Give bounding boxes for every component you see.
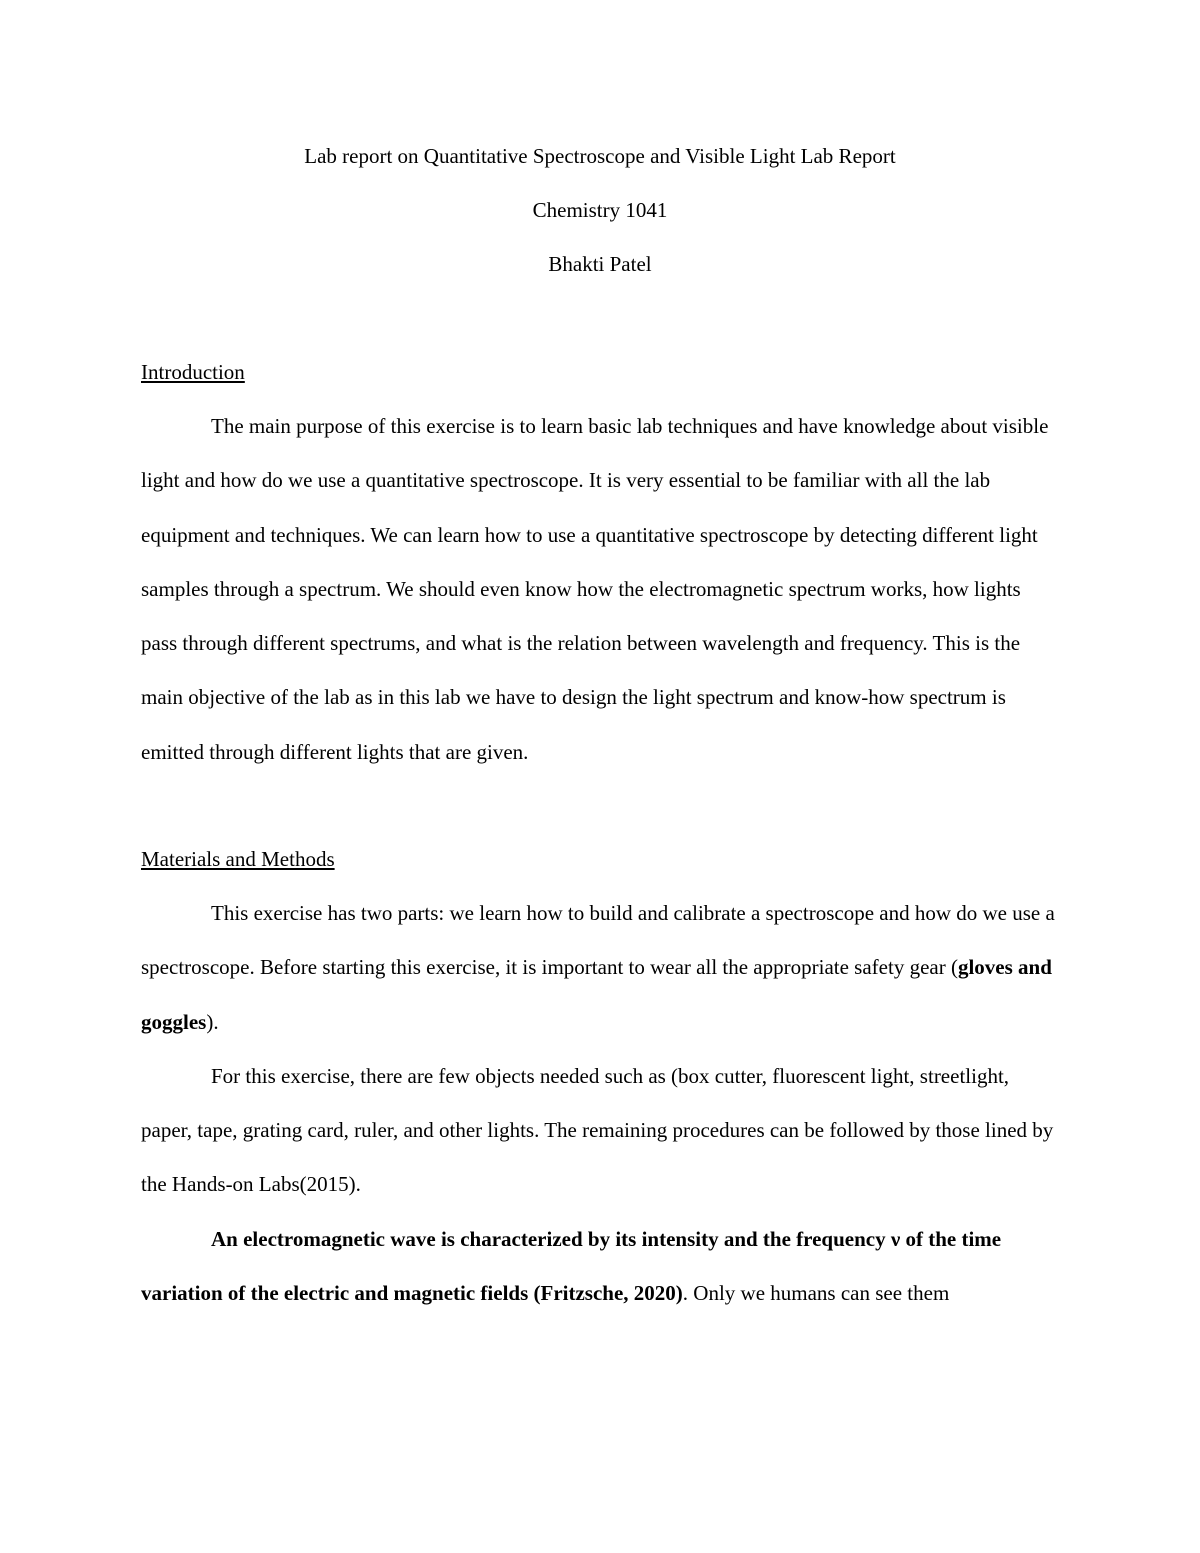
materials-body	[141, 886, 1061, 1320]
introduction-body	[141, 399, 1061, 779]
materials-p1-text: This exercise has two parts: we learn how to build and calibrate a spectroscope and how do we use a spectroscope. Before starting this exercise, it is important to wear all the appropriate safety gear (	[141, 901, 1055, 980]
introduction-heading: Introduction	[141, 360, 245, 384]
author-name: Bhakti Patel	[548, 252, 652, 276]
materials-heading: Materials and Methods	[141, 847, 335, 871]
materials-p3-text: . Only we humans can see them	[682, 1281, 950, 1306]
materials-paragraph-1	[141, 886, 1061, 1049]
course-name: Chemistry 1041	[532, 198, 668, 222]
materials-p1-end: ).	[206, 1009, 219, 1034]
em-wave-bold: An electromagnetic wave is characterized by its intensity and the frequency ν of the time variation of the electric and magnetic fields (Fritzsche, 2020)	[141, 1226, 1002, 1306]
document-title: Lab report on Quantitative Spectroscope and Visible Light Lab Report	[304, 144, 896, 168]
safety-gear-bold: gloves and goggles	[141, 955, 1052, 1034]
materials-paragraph-3	[141, 1212, 1061, 1321]
introduction-paragraph: The main purpose of this exercise is to learn basic lab techniques and have knowledge about visible light and how do we use a quantitative spectroscope. It is very essential to be familiar with all the lab equipment and techniques. We can learn how to use a quantitative spectroscope by detecting different light samples through a spectrum. We should even know how the electromagnetic spectrum works, how lights pass through different spectrums, and what is the relation between wavelength and frequency. This is the main objective of the lab as in this lab we have to design the light spectrum and know-how spectrum is emitted through different lights that are given.	[141, 414, 1049, 764]
materials-paragraph-2: For this exercise, there are few objects needed such as (box cutter, fluorescent light, streetlight, paper, tape, grating card, ruler, and other lights. The remaining procedures can be followed by those lined by the Hands-on Labs(2015).	[141, 1063, 1054, 1197]
